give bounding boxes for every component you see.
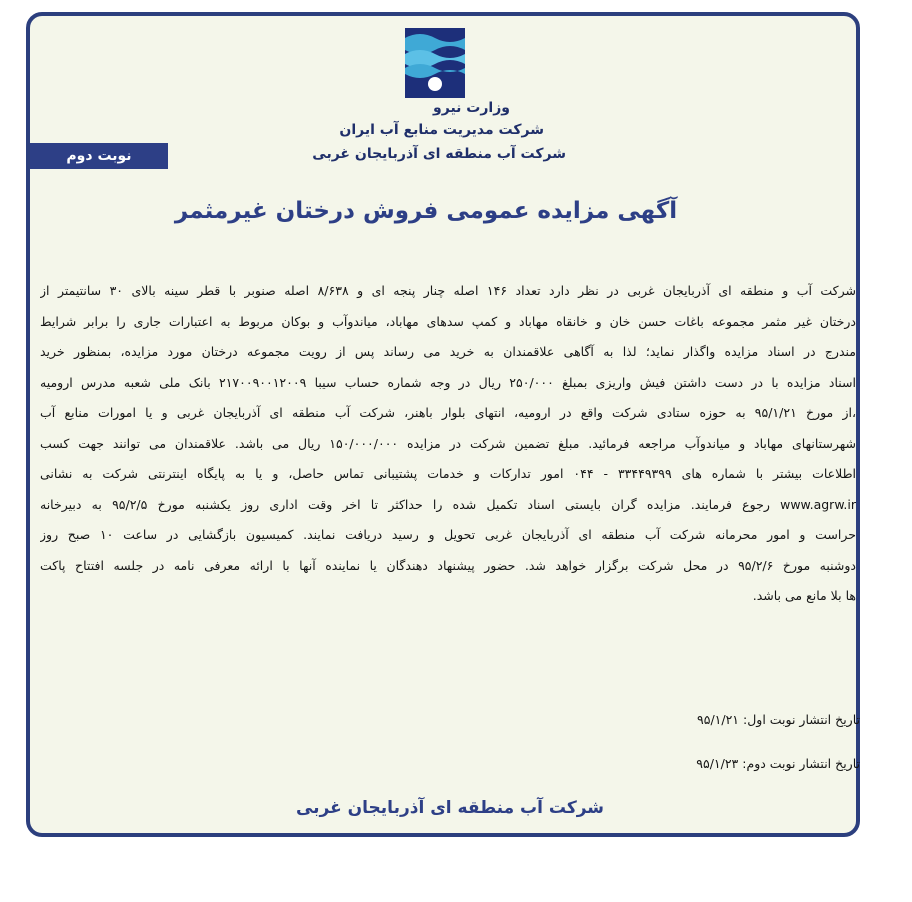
company-name: شرکت آب منطقه ای آذربایجان غربی (312, 146, 566, 162)
footer-company-name: شرکت آب منطقه ای آذربایجان غربی (295, 798, 605, 818)
second-publication-date: تاریخ انتشار نوبت دوم: ۹۵/۱/۲۳ (696, 756, 860, 771)
body-line: مندرج در اسناد مزایده واگذار نماید؛ لذا به آگاهی علاقمندان به خرید می رساند پس از رویت مجموعه درختان مورد مزایده، بمنظور خرید (40, 344, 856, 359)
ministry-name: وزارت نیرو (433, 100, 510, 116)
body-line: ،از مورخ ۹۵/۱/۲۱ به حوزه ستادی شرکت واقع در ارومیه، انتهای بلوار باهنر، شرکت آب منطقه ای آذربایجان غربی و یا امورات منابع آب (40, 405, 856, 420)
body-line: www.agrw.ir رجوع فرمایند. مزایده گران بایستی اسناد تکمیل شده را حداکثر تا اخر وقت اداری روز یکشنبه مورخ ۹۵/۲/۵ به دبیرخانه (40, 496, 856, 512)
round-badge: نوبت دوم (30, 143, 168, 169)
notice-body (40, 276, 856, 612)
body-line: درختان غیر مثمر مجموعه باغات حسن خان و خانقاه مهاباد و کمپ سدهای مهاباد، میاندوآب و بوکان مربوط به اعتبارات جاری را برابر شرایط (40, 313, 856, 329)
body-line: دوشنبه مورخ ۹۵/۲/۶ در محل شرکت برگزار خواهد شد. حضور پیشنهاد دهندگان یا نماینده آنها با ارائه معرفی نامه در جلسه افتتاح پاکت (40, 557, 856, 573)
body-line: شهرستانهای مهاباد و میاندوآب مراجعه فرمائید. مبلغ تضمین شرکت در مزایده ۱۵۰/۰۰۰/۰۰۰ ریال می باشد. علاقمندان می توانند جهت کسب (40, 435, 856, 451)
water-logo-icon (405, 28, 465, 98)
notice-title: آگهی مزایده عمومی فروش درختان غیرمثمر (174, 198, 678, 224)
body-line: حراست و امور محرمانه شرکت آب منطقه ای آذربایجان غربی تحویل و رسید دریافت نمایند. کمیسیون بازگشایی در ساعت ۱۰ صبح روز (40, 527, 856, 542)
body-line: اطلاعات بیشتر با شماره های ۳۳۴۴۹۳۹۹ - ۰۴۴ امور تدارکات و خدمات پشتیبانی تماس حاصل، و یا به پایگاه اینترنتی شرکت به نشانی (40, 466, 856, 481)
parent-company-name: شرکت مدیریت منابع آب ایران (339, 122, 544, 138)
body-line: اسناد مزایده با در دست داشتن فیش واریزی بمبلغ ۲۵۰/۰۰۰ ریال در وجه شماره حساب سیبا ۲۱۷۰۰۹۰۰۱۲۰۰۹ بانک ملی شعبه مدرس ارومیه (40, 374, 856, 390)
body-line: شرکت آب و منطقه ای آذربایجان غربی در نظر دارد تعداد ۱۴۶ اصله چنار پنجه ای و ۸/۶۳۸ اصله صنوبر با قطر سینه بالای ۳۰ سانتیمتر از (40, 283, 856, 298)
first-publication-date: تاریخ انتشار نوبت اول: ۹۵/۱/۲۱ (697, 712, 860, 727)
body-line: ها بلا مانع می باشد. (752, 588, 856, 603)
